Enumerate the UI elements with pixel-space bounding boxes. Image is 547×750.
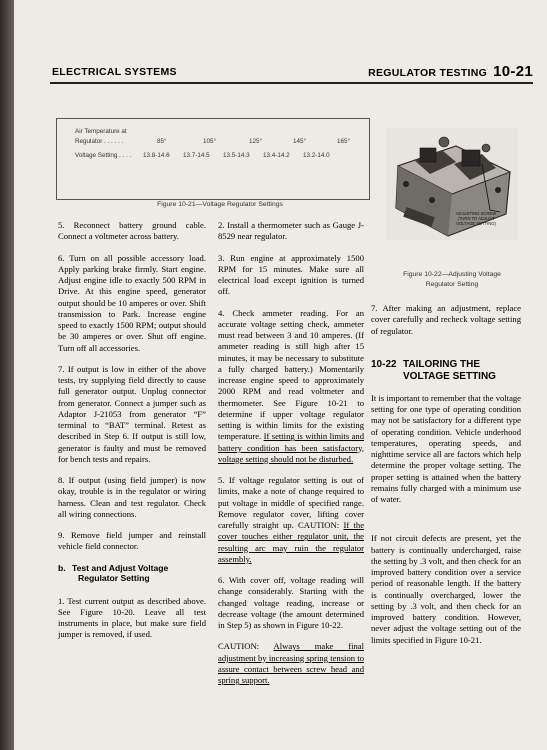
section-title-line: TAILORING THE — [403, 358, 481, 370]
column-1 — [58, 220, 206, 651]
step-9-paragraph: 9. Remove field jumper and reinstall vehicle field connector. — [58, 530, 206, 552]
table-cell: 125° — [249, 138, 263, 145]
step-7b-paragraph: 7. After making an adjustment, replace cover carefully and recheck voltage setting of regulator. — [371, 303, 521, 336]
adjusting-screw-label — [446, 211, 506, 226]
table-row-voltage — [75, 152, 330, 159]
step-b1-paragraph: 1. Test current output as described above. See Figure 10-20. Leave all test instruments in place, but make sure field jumper is removed, if used. — [58, 595, 206, 640]
step-4-text: 4. Check ammeter reading. For an accurate voltage setting check, ammeter must read between 3 and 10 amperes. (If ammeter reading is still high after 15 minutes, it may be necessary to substitute a fully charged battery.) Momentarily increase engine speed to approximately 2000 RPM and read voltmeter and thermometer. See Figure 10-21 to determine if upper voltage regulator setting is within limits for the existing temperature. — [218, 307, 364, 442]
step-7-paragraph: 7. If output is low in either of the above tests, try supplying field directly to cause full generator output. Unplug connector from generator. Connect a jumper such as Adaptor J-21053 from generator “F” terminal to “BAT” terminal. Retest as described in Step 6. If output is still low, generator is faulty and must be removed for bench tests and repairs. — [58, 363, 206, 464]
caption-line: Figure 10-22—Adjusting Voltage — [403, 271, 501, 278]
step-5-paragraph: 5. Reconnect battery ground cable. Connect a voltmeter across battery. — [58, 220, 206, 242]
table-cell: 145° — [293, 138, 307, 145]
caution-label: CAUTION: — [218, 641, 260, 652]
step-6b-paragraph: 6. With cover off, voltage reading will change considerably. Starting with the changed voltage reading, increase or decrease voltage (the amount determined in Step 5) as shown in Figure 10-22. — [218, 575, 364, 630]
section-number: 10-22 — [371, 358, 397, 370]
table-cell: 13.2-14.0 — [303, 152, 330, 159]
table-row-label: Air Temperature at — [75, 128, 127, 135]
step-5b-paragraph — [218, 475, 364, 565]
section-10-22-heading — [371, 359, 521, 383]
page-number: 10-21 — [493, 63, 533, 80]
page-topic: REGULATOR TESTING — [368, 67, 488, 79]
step-5-text: 5. If voltage regulator setting is out of limits, make a note of change required to put voltage in middle of specified range. Remove regulator cover, lifting cover carefully straight up. CAUTION: — [218, 475, 364, 530]
table-cell: 13.5-14.3 — [223, 152, 250, 159]
table-cell: 13.7-14.5 — [183, 152, 210, 159]
photo-label-line: ADJUSTING SCREW — [455, 211, 497, 216]
step-6-paragraph: 6. Turn on all possible accessory load. Apply parking brake firmly. Start engine. Adjust engine idle to exactly 500 RPM in Drive. At this engine speed, generator output should be 10 amperes or over. Shift transmission to Park. Increase engine speed to exactly 1500 RPM; output should be 30 amperes or over. Shut off engine. Turn off all accessories. — [58, 252, 206, 353]
section-title-line: VOLTAGE SETTING — [403, 370, 496, 382]
column-3 — [371, 303, 521, 656]
photo-label-line: VOLTAGE SETTING) — [456, 221, 496, 226]
step-8-paragraph: 8. If output (using field jumper) is now okay, trouble is in the regulator or wiring harness. Clean and test regulator. Check all wiring connections. — [58, 475, 206, 519]
table-cell: 165° — [337, 138, 351, 145]
caution-paragraph — [218, 641, 364, 686]
figure-10-22-caption — [386, 270, 518, 290]
subsection-letter: b. — [58, 562, 66, 573]
step-5-caution-text: If the cover touches either regulator unit, the resulting arc may ruin the regulator assembly. — [218, 520, 365, 564]
page-header — [50, 62, 533, 84]
figure-10-21-caption: Figure 10-21—Voltage Regulator Settings — [157, 201, 283, 208]
column-2 — [218, 220, 364, 696]
step-4-paragraph — [218, 308, 364, 466]
table-cell: 105° — [203, 138, 217, 145]
page-title — [368, 63, 533, 80]
step-3-paragraph: 3. Run engine at approximately 1500 RPM for 15 minutes. Make sure all electrical load except ignition is turned off. — [218, 252, 364, 297]
table-cell: 85° — [157, 138, 167, 145]
table-label-regulator: Regulator . . . . . . — [75, 138, 124, 145]
subsection-title-line: Regulator Setting — [78, 573, 150, 583]
table-cell: 13.8-14.6 — [143, 152, 170, 159]
table-label-voltage: Voltage Setting . . . . — [75, 152, 132, 159]
table-row-temperature — [75, 138, 351, 145]
caution-text: Always make final adjustment by increasing spring tension to assure contact between screw head and spring support. — [218, 641, 364, 685]
table-cell: 13.4-14.2 — [263, 152, 290, 159]
tailoring-paragraph-1: It is important to remember that the voltage setting for one type of operating condition may not be satisfactory for a different type of operating condition. Vehicle underhood temperatures, operating speeds, and nighttime service all are factors which help determine the proper voltage setting. The proper setting is attained when the battery remains fully charged with a minimum use of water. — [371, 392, 521, 504]
subsection-title-line: Test and Adjust Voltage — [72, 562, 169, 573]
subsection-heading — [58, 563, 206, 584]
caption-line: Regulator Setting — [425, 281, 479, 288]
book-binding-edge — [0, 0, 14, 750]
section-title: ELECTRICAL SYSTEMS — [52, 66, 177, 78]
tailoring-paragraph-2: If not circuit defects are present, yet the battery is continually undercharged, raise the setting by .3 volt, and then check for an improved battery condition over a service period of reasonable length. If the battery is continually overcharged, lower the setting by .3 volt, and then check for an improved battery condition. However, never adjust the voltage setting out of the limits specified in Figure 10-21. — [371, 533, 521, 645]
step-2-paragraph: 2. Install a thermometer such as Gauge J-8529 near regulator. — [218, 220, 364, 242]
step-4-underlined-text: If setting is within limits and battery condition has been satisfactory, voltage setting should not be disturbed. — [218, 431, 364, 464]
photo-label-line: (TURN TO ADJUST — [457, 216, 495, 221]
voltage-settings-table — [56, 118, 370, 200]
